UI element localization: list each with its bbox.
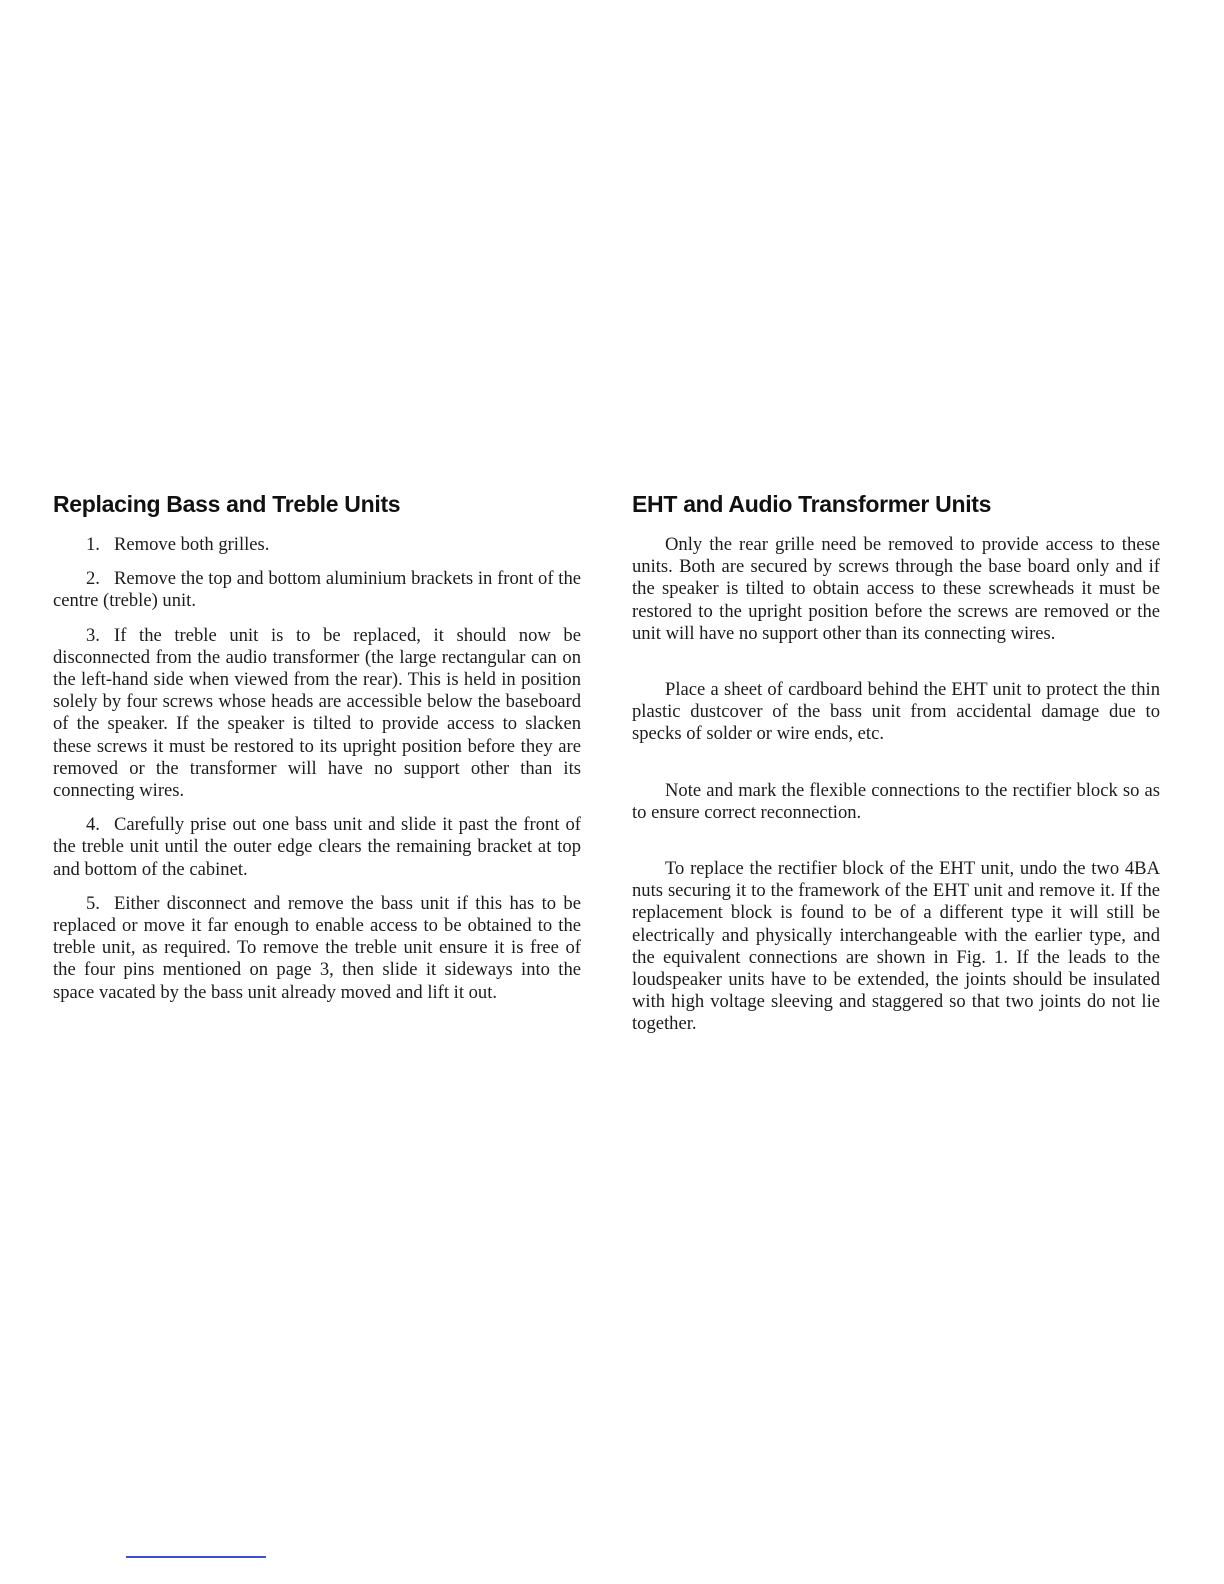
item-number: 5. — [86, 892, 100, 914]
item-text: Remove the top and bottom aluminium brackets in front of the centre (treble) unit. — [53, 568, 581, 612]
item-number: 3. — [86, 624, 100, 646]
footnote-rule — [126, 1556, 266, 1558]
list-item — [53, 568, 581, 612]
paragraph: Note and mark the flexible connections to the rectifier block so as to ensure correct reconnection. — [632, 779, 1160, 823]
item-text: Either disconnect and remove the bass unit if this has to be replaced or move it far enough to enable access to be obtained to the treble unit, as required. To remove the treble unit ensure it is free of the four pins mentioned on page 3, then slide it sideways into the space vacated by the bass unit already moved and lift it out. — [53, 892, 581, 1003]
left-column — [53, 488, 581, 1016]
item-text: If the treble unit is to be replaced, it should now be disconnected from the audio transformer (the large rectangular can on the left-hand side when viewed from the rear). This is held in position solely by four screws whose heads are accessible below the baseboard of the speaker. If the speaker is tilted to provide access to slacken these screws it must be restored to its upright position before they are removed or the transformer will have no support other than its connecting wires. — [53, 624, 581, 802]
right-column — [632, 488, 1160, 1070]
item-text: Carefully prise out one bass unit and slide it past the front of the treble unit until the outer edge clears the remaining bracket at top and bottom of the cabinet. — [53, 814, 581, 880]
list-item — [53, 893, 581, 1004]
item-text: Remove both grilles. — [114, 534, 270, 555]
paragraph: To replace the rectifier block of the EHT unit, undo the two 4BA nuts securing it to the framework of the EHT unit and remove it. If the replacement block is found to be of a different type it will still be electrically and physically interchangeable with the earlier type, and the equivalent connections are shown in Fig. 1. If the leads to the loudspeaker units have to be extended, the joints should be insulated with high voltage sleeving and staggered so that two joints do not lie together. — [632, 858, 1160, 1035]
section-heading-bass-treble: Replacing Bass and Treble Units — [53, 491, 401, 517]
item-number: 4. — [86, 814, 100, 836]
section-heading-eht-audio: EHT and Audio Transformer Units — [632, 491, 992, 517]
list-item — [53, 625, 581, 803]
list-item — [53, 814, 581, 881]
item-number: 2. — [86, 568, 100, 590]
list-item — [53, 534, 581, 556]
item-number: 1. — [86, 534, 100, 555]
paragraph: Only the rear grille need be removed to provide access to these units. Both are secured by screws through the base board only and if the speaker is tilted to obtain access to these screwheads it must be restored to the upright position before the screws are removed or the unit will have no support other than its connecting wires. — [632, 534, 1160, 644]
paragraph: Place a sheet of cardboard behind the EHT unit to protect the thin plastic dustcover of the bass unit from accidental damage due to specks of solder or wire ends, etc. — [632, 679, 1160, 745]
